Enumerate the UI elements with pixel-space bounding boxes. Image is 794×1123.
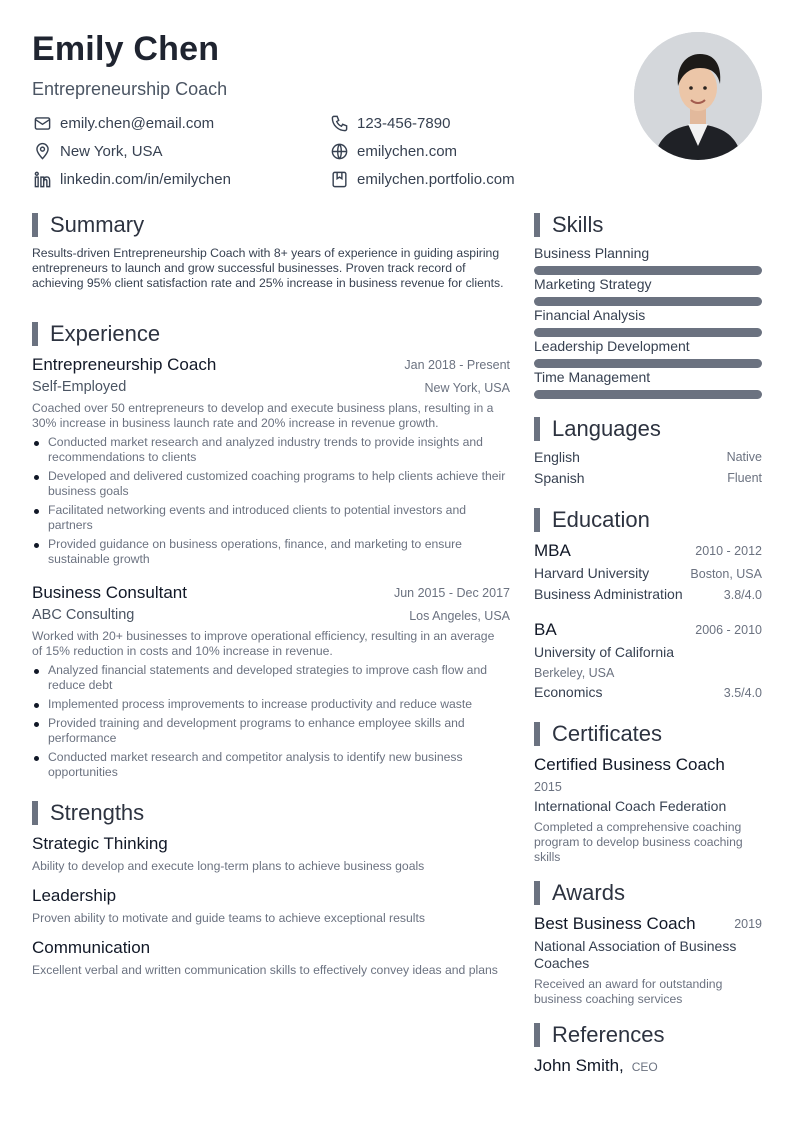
certificate-desc: Completed a comprehensive coaching program to develop business coaching skills: [534, 820, 743, 864]
edu-gpa: 3.8/4.0: [723, 588, 762, 602]
phone-icon: [329, 113, 349, 133]
candidate-name: Emily Chen: [32, 30, 220, 68]
strength-desc: Proven ability to motivate and guide teams to achieve exceptional results: [32, 911, 425, 925]
reference-name: John Smith,: [534, 1056, 624, 1075]
contact-portfolio-text: emilychen.portfolio.com: [357, 170, 515, 188]
job-bullet: Provided guidance on business operations, finance, and marketing to ensure sustainable growth: [32, 537, 506, 567]
heading-accent-bar: [32, 213, 38, 237]
awards-heading: [534, 880, 625, 906]
job-bullet: Developed and delivered customized coaching programs to help clients achieve their business goals: [32, 469, 506, 499]
skill-bar-track: [534, 390, 762, 400]
job-date: Jan 2018 - Present: [404, 358, 510, 372]
job-location: Los Angeles, USA: [409, 609, 510, 623]
heading-accent-bar: [534, 722, 540, 746]
edu-date: 2006 - 2010: [695, 623, 762, 637]
edu-degree: MBA: [534, 541, 571, 560]
edu-location: Berkeley, USA: [534, 666, 615, 680]
references-heading: [534, 1022, 665, 1048]
skills-title: Skills: [552, 212, 604, 237]
strength-desc: Ability to develop and execute long-term plans to achieve business goals: [32, 859, 425, 873]
heading-accent-bar: [534, 417, 540, 441]
contact-website-text: emilychen.com: [357, 142, 458, 160]
edu-field: Economics: [534, 684, 603, 700]
edu-field: Business Administration: [534, 586, 683, 602]
job-bullet: Facilitated networking events and introduced clients to potential investors and partners: [32, 503, 506, 533]
contact-location-text: New York, USA: [60, 142, 163, 160]
strengths-title: Strengths: [50, 800, 145, 825]
edu-gpa: 3.5/4.0: [723, 686, 762, 700]
contact-phone-text: 123-456-7890: [357, 114, 451, 132]
skill-bar: [534, 359, 762, 368]
contact-location: [32, 140, 163, 162]
heading-accent-bar: [32, 801, 38, 825]
contact-email[interactable]: [32, 112, 214, 134]
job-title: Entrepreneurship Coach: [32, 355, 217, 374]
edu-date: 2010 - 2012: [695, 544, 762, 558]
skill-bar: [534, 328, 762, 337]
certificate-name: Certified Business Coach: [534, 755, 725, 774]
job-date: Jun 2015 - Dec 2017: [393, 586, 510, 600]
bookmark-icon: [329, 169, 349, 189]
skill-bar: [534, 266, 762, 275]
summary-title: Summary: [50, 212, 145, 237]
edu-degree: BA: [534, 620, 557, 639]
contact-linkedin[interactable]: [32, 168, 231, 190]
skill-label: Leadership Development: [534, 338, 690, 354]
job-bullet: Implemented process improvements to increase productivity and reduce waste: [32, 697, 506, 712]
heading-accent-bar: [32, 322, 38, 346]
skill-label: Marketing Strategy: [534, 276, 652, 292]
award-issuer: National Association of Business Coaches: [534, 938, 737, 971]
skill-bar: [534, 297, 762, 306]
certificates-title: Certificates: [552, 721, 663, 746]
contact-phone[interactable]: [329, 112, 450, 134]
job-description: Worked with 20+ businesses to improve operational efficiency, resulting in an average of 15% reduction in costs and 10% increase in revenue.: [32, 629, 495, 658]
award-name: Best Business Coach: [534, 914, 696, 933]
heading-accent-bar: [534, 508, 540, 532]
contact-email-text: emily.chen@email.com: [60, 114, 215, 132]
skill-bar-track: [534, 266, 762, 276]
award-desc: Received an award for outstanding business coaching services: [534, 977, 723, 1006]
skill-bar-track: [534, 328, 762, 338]
edu-school: University of California: [534, 644, 675, 660]
skill-label: Financial Analysis: [534, 307, 646, 323]
skill-bar-track: [534, 297, 762, 307]
job-company: ABC Consulting: [32, 607, 135, 623]
job-bullet: Conducted market research and analyzed industry trends to provide insights and recommendations to clients: [32, 435, 506, 465]
heading-accent-bar: [534, 213, 540, 237]
edu-location: Boston, USA: [690, 567, 762, 581]
strength-title: Communication: [32, 938, 151, 957]
award-year: 2019: [734, 917, 762, 931]
job-description: Coached over 50 entrepreneurs to develop and execute business plans, resulting in a 30% increase in business launch rate and 20% increase in revenue growth.: [32, 401, 494, 430]
job-bullet: Provided training and development programs to enhance employee skills and performance: [32, 716, 506, 746]
summary-heading: [32, 212, 144, 238]
experience-heading: [32, 321, 160, 347]
contact-linkedin-text: linkedin.com/in/emilychen: [60, 170, 231, 188]
globe-icon: [329, 141, 349, 161]
certificate-year: 2015: [534, 780, 562, 794]
candidate-role: Entrepreneurship Coach: [32, 79, 228, 99]
job-bullet: Conducted market research and competitor analysis to identify new business opportunities: [32, 750, 506, 780]
certificate-issuer: International Coach Federation: [534, 798, 727, 814]
experience-title: Experience: [50, 321, 161, 346]
strength-desc: Excellent verbal and written communication skills to effectively convey ideas and plans: [32, 963, 498, 977]
references-title: References: [552, 1022, 665, 1047]
skill-bar: [534, 390, 762, 399]
language-level: Native: [726, 450, 762, 464]
job-bullets: [32, 435, 506, 571]
reference-item: [534, 1056, 658, 1076]
strength-title: Leadership: [32, 886, 117, 905]
skills-heading: [534, 212, 603, 238]
linkedin-icon: [32, 169, 52, 189]
job-title: Business Consultant: [32, 583, 187, 602]
profile-photo: [634, 32, 762, 160]
map-pin-icon: [32, 141, 52, 161]
skill-label: Business Planning: [534, 245, 650, 261]
education-heading: [534, 507, 650, 533]
contact-website[interactable]: [329, 140, 457, 162]
reference-role: CEO: [631, 1060, 658, 1074]
language-name: Spanish: [534, 470, 585, 486]
skill-label: Time Management: [534, 369, 651, 385]
mail-icon: [32, 113, 52, 133]
job-location: New York, USA: [424, 381, 510, 395]
job-company: Self-Employed: [32, 379, 127, 395]
awards-title: Awards: [552, 880, 625, 905]
edu-school: Harvard University: [534, 565, 650, 581]
strengths-heading: [32, 800, 144, 826]
summary-text: Results-driven Entrepreneurship Coach with 8+ years of experience in guiding aspiring entrepreneurs to launch and grow successful businesses. Proven track record of achieving 95% client satisfaction rate and 25% increase in business revenue for clients.: [32, 246, 504, 290]
contact-portfolio[interactable]: [329, 168, 515, 190]
language-name: English: [534, 449, 580, 465]
skill-bar-track: [534, 359, 762, 369]
job-bullets: [32, 663, 506, 784]
skills-list: [534, 245, 762, 400]
languages-title: Languages: [552, 416, 661, 441]
education-title: Education: [552, 507, 650, 532]
job-bullet: Analyzed financial statements and developed strategies to improve cash flow and reduce debt: [32, 663, 506, 693]
heading-accent-bar: [534, 881, 540, 905]
languages-heading: [534, 416, 661, 442]
heading-accent-bar: [534, 1023, 540, 1047]
language-level: Fluent: [727, 471, 762, 485]
strength-title: Strategic Thinking: [32, 834, 168, 853]
certificates-heading: [534, 721, 662, 747]
